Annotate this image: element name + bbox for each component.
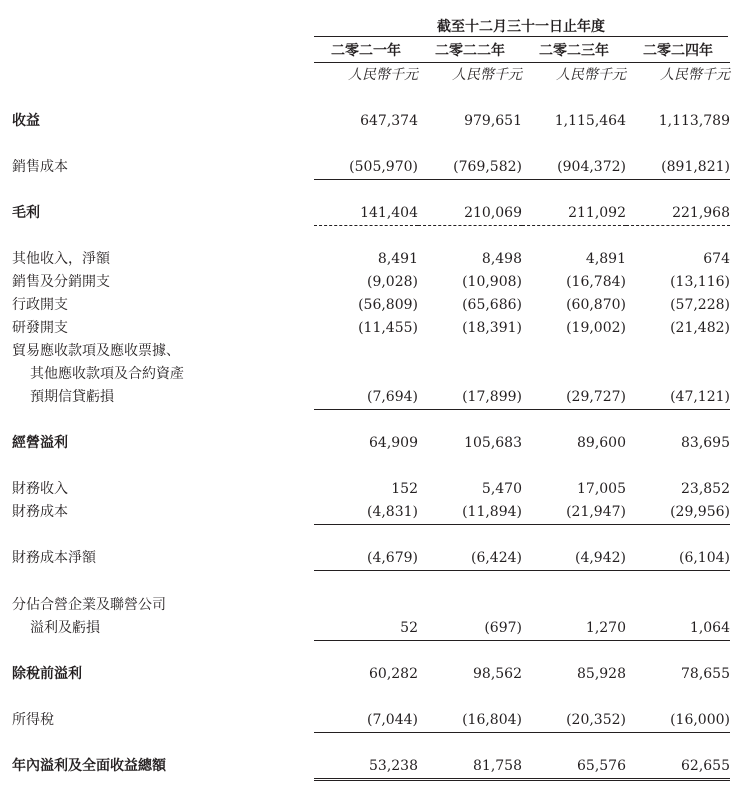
statement-row <box>0 363 744 386</box>
row-label: 行政開支 <box>12 297 68 313</box>
value-2021: (4,679) <box>314 547 418 571</box>
value-2022: (6,424) <box>418 547 522 571</box>
row-label: 年內溢利及全面收益總額 <box>12 758 166 774</box>
value-2022: (11,894) <box>418 501 522 525</box>
row-label: 所得稅 <box>12 712 54 728</box>
value-2023: 211,092 <box>522 202 626 226</box>
value-2022: (18,391) <box>462 320 522 336</box>
value-2024: (6,104) <box>626 547 730 571</box>
row-label: 溢利及虧損 <box>30 620 100 636</box>
value-2024: (13,116) <box>670 274 730 290</box>
value-2024: 78,655 <box>681 666 730 682</box>
value-2022: 210,069 <box>418 202 522 226</box>
statement-row <box>0 156 744 179</box>
value-2022: (65,686) <box>462 297 522 313</box>
statement-row <box>0 594 744 617</box>
value-2022: 5,470 <box>481 481 522 497</box>
row-label: 財務成本淨額 <box>12 550 96 566</box>
value-2022: 98,562 <box>473 666 522 682</box>
value-2023: (60,870) <box>566 297 626 313</box>
value-2021: 60,282 <box>369 666 418 682</box>
value-2022: (10,908) <box>462 274 522 290</box>
value-2024: 674 <box>703 251 730 267</box>
value-2021: (4,831) <box>314 501 418 525</box>
statement-row <box>0 317 744 340</box>
value-2023: 4,891 <box>585 251 626 267</box>
statement-row <box>0 110 744 133</box>
period-rule <box>314 36 728 37</box>
value-2024: (57,228) <box>670 297 730 313</box>
value-2024: 62,655 <box>626 755 730 781</box>
value-2023: 17,005 <box>577 481 626 497</box>
value-2021: 64,909 <box>369 435 418 451</box>
value-2021: 53,238 <box>314 755 418 781</box>
row-label: 財務成本 <box>12 504 68 520</box>
value-2023: 1,115,464 <box>554 113 626 129</box>
value-2021: 152 <box>391 481 418 497</box>
row-label: 其他收入，淨額 <box>12 251 110 267</box>
row-label: 研發開支 <box>12 320 68 336</box>
value-2022: 81,758 <box>418 755 522 781</box>
value-2021: (505,970) <box>314 156 418 180</box>
value-2023: (4,942) <box>522 547 626 571</box>
statement-row <box>0 663 744 686</box>
value-2022: (769,582) <box>418 156 522 180</box>
unit-2024: 人民幣千元 <box>660 67 730 83</box>
statement-row <box>0 202 744 225</box>
row-label: 毛利 <box>12 205 40 221</box>
statement-row <box>0 709 744 732</box>
value-2022: (17,899) <box>418 386 522 410</box>
value-2023: 65,576 <box>522 755 626 781</box>
value-2022: (16,804) <box>418 709 522 733</box>
unit-2022: 人民幣千元 <box>452 67 522 83</box>
value-2021: (7,044) <box>314 709 418 733</box>
row-label: 銷售及分銷開支 <box>12 274 110 290</box>
value-2021: (9,028) <box>366 274 418 290</box>
value-2023: 85,928 <box>577 666 626 682</box>
row-label: 貿易應收款項及應收票據、 <box>12 343 180 359</box>
value-2021: (56,809) <box>358 297 418 313</box>
value-2024: 1,113,789 <box>658 113 730 129</box>
value-2024: 1,064 <box>626 617 730 641</box>
statement-row <box>0 432 744 455</box>
statement-row <box>0 386 744 409</box>
value-2021: 141,404 <box>314 202 418 226</box>
value-2024: (21,482) <box>670 320 730 336</box>
value-2021: (11,455) <box>358 320 418 336</box>
value-2023: (20,352) <box>522 709 626 733</box>
statement-row <box>0 547 744 570</box>
value-2024: (891,821) <box>626 156 730 180</box>
row-label: 其他應收款項及合約資產 <box>30 366 184 382</box>
row-label: 分佔合營企業及聯營公司 <box>12 597 166 613</box>
row-label: 經營溢利 <box>12 435 68 451</box>
value-2022: 8,498 <box>481 251 522 267</box>
value-2023: (904,372) <box>522 156 626 180</box>
statement-row <box>0 340 744 363</box>
value-2024: (16,000) <box>626 709 730 733</box>
value-2024: (29,956) <box>626 501 730 525</box>
row-label: 除稅前溢利 <box>12 666 82 682</box>
statement-row <box>0 617 744 640</box>
row-label: 銷售成本 <box>12 159 68 175</box>
unit-2023: 人民幣千元 <box>556 67 626 83</box>
period-title: 截至十二月三十一日止年度 <box>437 19 605 35</box>
statement-row <box>0 271 744 294</box>
value-2021: 647,374 <box>360 113 418 129</box>
value-2023: (19,002) <box>566 320 626 336</box>
year-2024-header: 二零二四年 <box>626 40 730 63</box>
value-2024: 23,852 <box>681 481 730 497</box>
statement-row <box>0 478 744 501</box>
value-2023: (21,947) <box>522 501 626 525</box>
value-2021: 8,491 <box>377 251 418 267</box>
statement-row <box>0 501 744 524</box>
row-label: 財務收入 <box>12 481 68 497</box>
value-2023: (16,784) <box>566 274 626 290</box>
row-label: 預期信貸虧損 <box>30 389 114 405</box>
value-2023: 1,270 <box>522 617 626 641</box>
value-2022: 105,683 <box>464 435 522 451</box>
year-2023-header: 二零二三年 <box>522 40 626 63</box>
year-2022-header: 二零二二年 <box>418 40 522 63</box>
year-2021-header: 二零二一年 <box>314 40 418 63</box>
value-2023: 89,600 <box>577 435 626 451</box>
value-2024: (47,121) <box>626 386 730 410</box>
statement-row <box>0 294 744 317</box>
value-2021: (7,694) <box>314 386 418 410</box>
value-2022: 979,651 <box>464 113 522 129</box>
value-2024: 221,968 <box>626 202 730 226</box>
value-2023: (29,727) <box>522 386 626 410</box>
row-label: 收益 <box>12 113 40 129</box>
unit-2021: 人民幣千元 <box>348 67 418 83</box>
value-2021: 52 <box>314 617 418 641</box>
statement-row <box>0 248 744 271</box>
value-2024: 83,695 <box>681 435 730 451</box>
statement-row <box>0 755 744 778</box>
value-2022: (697) <box>418 617 522 641</box>
